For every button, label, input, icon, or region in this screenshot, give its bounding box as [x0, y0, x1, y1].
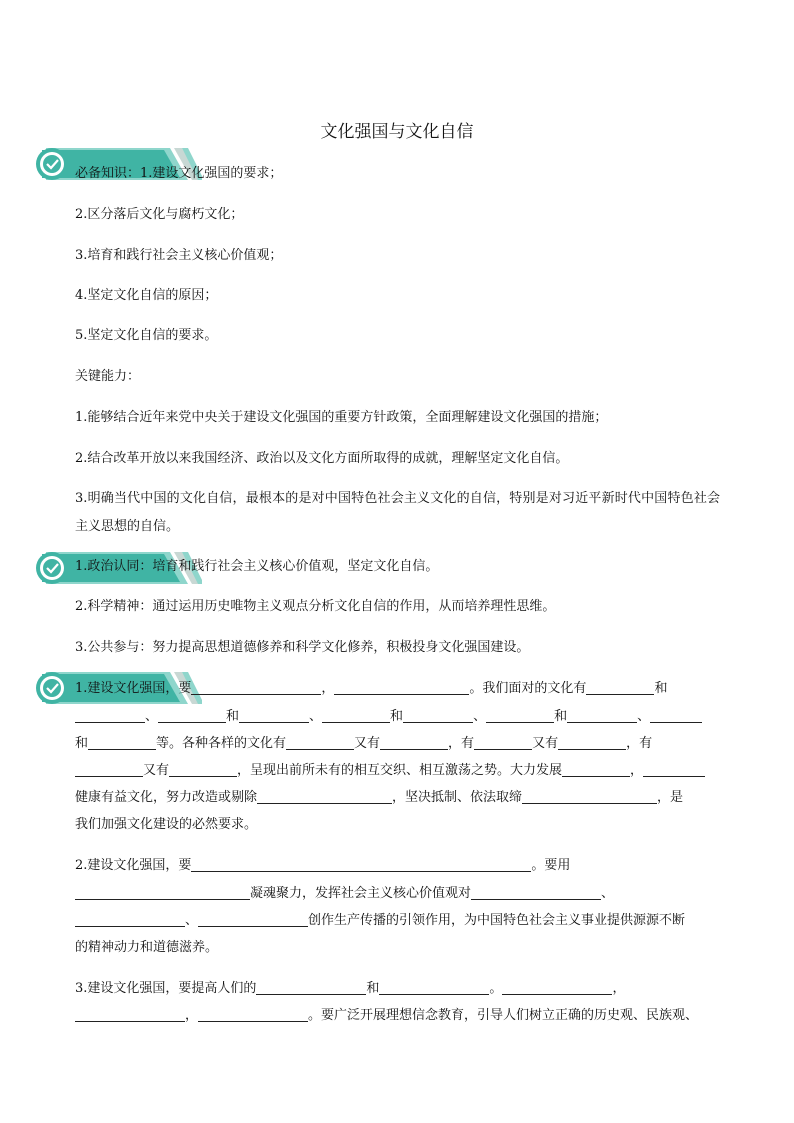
q2-line-3: 、 创作生产传播的引领作用，为中国特色社会主义事业提供源源不断 [75, 907, 720, 935]
q1-line-4: 又有 ，呈现出前所未有的相互交织、相互激荡之势。大力发展 ， [75, 757, 720, 785]
section2-line-2: 2.科学精神：通过运用历史唯物主义观点分析文化自信的作用，从而培养理性思维。 [75, 599, 556, 614]
fill-blank[interactable] [286, 734, 354, 750]
q1-line-2: 、 和 、 和 、 和 、 [75, 703, 720, 731]
fill-blank[interactable] [191, 856, 531, 872]
q2-line-2: 凝魂聚力，发挥社会主义核心价值观对 、 [75, 880, 720, 908]
fill-blank[interactable] [522, 788, 657, 804]
fill-blank[interactable] [191, 679, 321, 695]
section1-line-2: 2.区分落后文化与腐朽文化； [75, 207, 244, 222]
fill-blank[interactable] [502, 979, 612, 995]
fill-blank[interactable] [558, 734, 626, 750]
fill-blank[interactable] [474, 734, 532, 750]
q1-line-1: 1.建设文化强国，要 ， 。我们面对的文化有 和 [75, 681, 668, 696]
section1-line-8: 2.结合改革开放以来我国经济、政治以及文化方面所取得的成就，理解坚定文化自信。 [75, 451, 569, 466]
fill-blank[interactable] [88, 734, 156, 750]
q1-line-5: 健康有益文化，努力改造或剔除 ，坚决抵制、依法取缔 ，是 [75, 790, 684, 805]
fill-blank[interactable] [257, 788, 392, 804]
section2-line-3: 3.公共参与：努力提高思想道德修养和科学文化修养，积极投身文化强国建设。 [75, 640, 530, 655]
section2-line-1: 1.政治认同：培育和践行社会主义核心价值观，坚定文化自信。 [75, 559, 439, 574]
q2-line-1: 2.建设文化强国，要 。要用 [75, 858, 571, 873]
q3-line-2: ， 。要广泛开展理想信念教育，引导人们树立正确的历史观、民族观、 [75, 1002, 720, 1030]
fill-blank[interactable] [486, 707, 554, 723]
page-title: 文化强国与文化自信 [320, 122, 474, 142]
section1-line-1: 必备知识：1.建设文化强国的要求； [75, 166, 283, 181]
fill-blank[interactable] [75, 761, 143, 777]
fill-blank[interactable] [239, 707, 309, 723]
section1-line-3: 3.培育和践行社会主义核心价值观； [75, 248, 283, 263]
section1-key-ability-heading: 关键能力： [75, 369, 141, 384]
fill-blank[interactable] [334, 679, 469, 695]
fill-blank[interactable] [380, 734, 448, 750]
fill-blank[interactable] [379, 979, 489, 995]
section1-para-3: 3.明确当代中国的文化自信，最根本的是对中国特色社会主义文化的自信，特别是对习近平新时代中国特色社会主义思想的自信。 [75, 491, 720, 534]
fill-blank[interactable] [75, 884, 250, 900]
section1-line-7: 1.能够结合近年来党中央关于建设文化强国的重要方针政策，全面理解建设文化强国的措施； [75, 410, 608, 425]
q2-line-4: 的精神动力和道德滋养。 [75, 940, 219, 955]
q3-line-1: 3.建设文化强国，要提高人们的 和 。 ， [75, 981, 626, 996]
fill-blank[interactable] [75, 911, 185, 927]
q1-line-3: 和 等。各种各样的文化有 又有 ，有 又有 ，有 [75, 736, 653, 751]
fill-blank[interactable] [198, 1006, 308, 1022]
fill-blank[interactable] [322, 707, 390, 723]
fill-blank[interactable] [256, 979, 366, 995]
section1-line-5: 5.坚定文化自信的要求。 [75, 328, 218, 343]
fill-blank[interactable] [586, 679, 654, 695]
fill-blank[interactable] [198, 911, 308, 927]
fill-blank[interactable] [562, 761, 630, 777]
fill-blank[interactable] [75, 1006, 185, 1022]
q1-line-6: 我们加强文化建设的必然要求。 [75, 817, 258, 832]
fill-blank[interactable] [75, 707, 145, 723]
section1-line-4: 4.坚定文化自信的原因； [75, 288, 218, 303]
fill-blank[interactable] [567, 707, 637, 723]
fill-blank[interactable] [158, 707, 226, 723]
fill-blank[interactable] [169, 761, 237, 777]
fill-blank[interactable] [643, 761, 705, 777]
fill-blank[interactable] [471, 884, 601, 900]
fill-blank[interactable] [650, 707, 702, 723]
fill-blank[interactable] [403, 707, 473, 723]
